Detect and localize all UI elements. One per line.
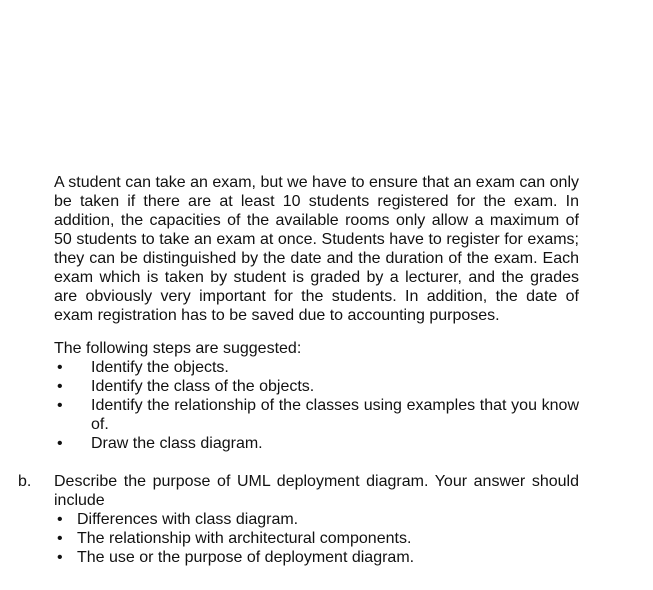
answer-points-list <box>54 510 579 567</box>
steps-intro: The following steps are suggested: <box>54 340 302 357</box>
bullet-icon: • <box>57 435 63 452</box>
list-item <box>54 358 579 377</box>
step-text: Identify the objects. <box>91 359 229 376</box>
point-text: Differences with class diagram. <box>77 511 299 528</box>
step-text: Draw the class diagram. <box>91 435 263 452</box>
bullet-icon: • <box>57 511 63 528</box>
step-text: Identify the relationship of the classes using examples that you know of. <box>91 397 579 433</box>
list-item <box>54 434 579 453</box>
list-item <box>54 548 579 567</box>
point-text: The use or the purpose of deployment diagram. <box>77 549 415 566</box>
list-item <box>54 377 579 396</box>
question-b-text: Describe the purpose of UML deployment diagram. Your answer should include <box>54 473 579 509</box>
bullet-icon: • <box>57 359 63 376</box>
list-item <box>54 510 579 529</box>
scenario-paragraph: A student can take an exam, but we have to ensure that an exam can only be taken if there are at least 10 students registered for the exam. In addition, the capacities of the available rooms only allow a maximum of 50 students to take an exam at once. Students have to register for exams; they can be distinguished by the date and the duration of the exam. Each exam which is taken by student is graded by a lecturer, and the grades are obviously very important for the students. In addition, the date of exam registration has to be saved due to accounting purposes. <box>54 174 579 324</box>
point-text: The relationship with architectural components. <box>77 530 412 547</box>
question-label-b: b. <box>18 473 32 490</box>
bullet-icon: • <box>57 549 63 566</box>
list-item <box>54 529 579 548</box>
list-item <box>54 396 579 434</box>
bullet-icon: • <box>57 530 63 547</box>
bullet-icon: • <box>57 397 63 414</box>
bullet-icon: • <box>57 378 63 395</box>
steps-list <box>54 358 579 453</box>
step-text: Identify the class of the objects. <box>91 378 315 395</box>
